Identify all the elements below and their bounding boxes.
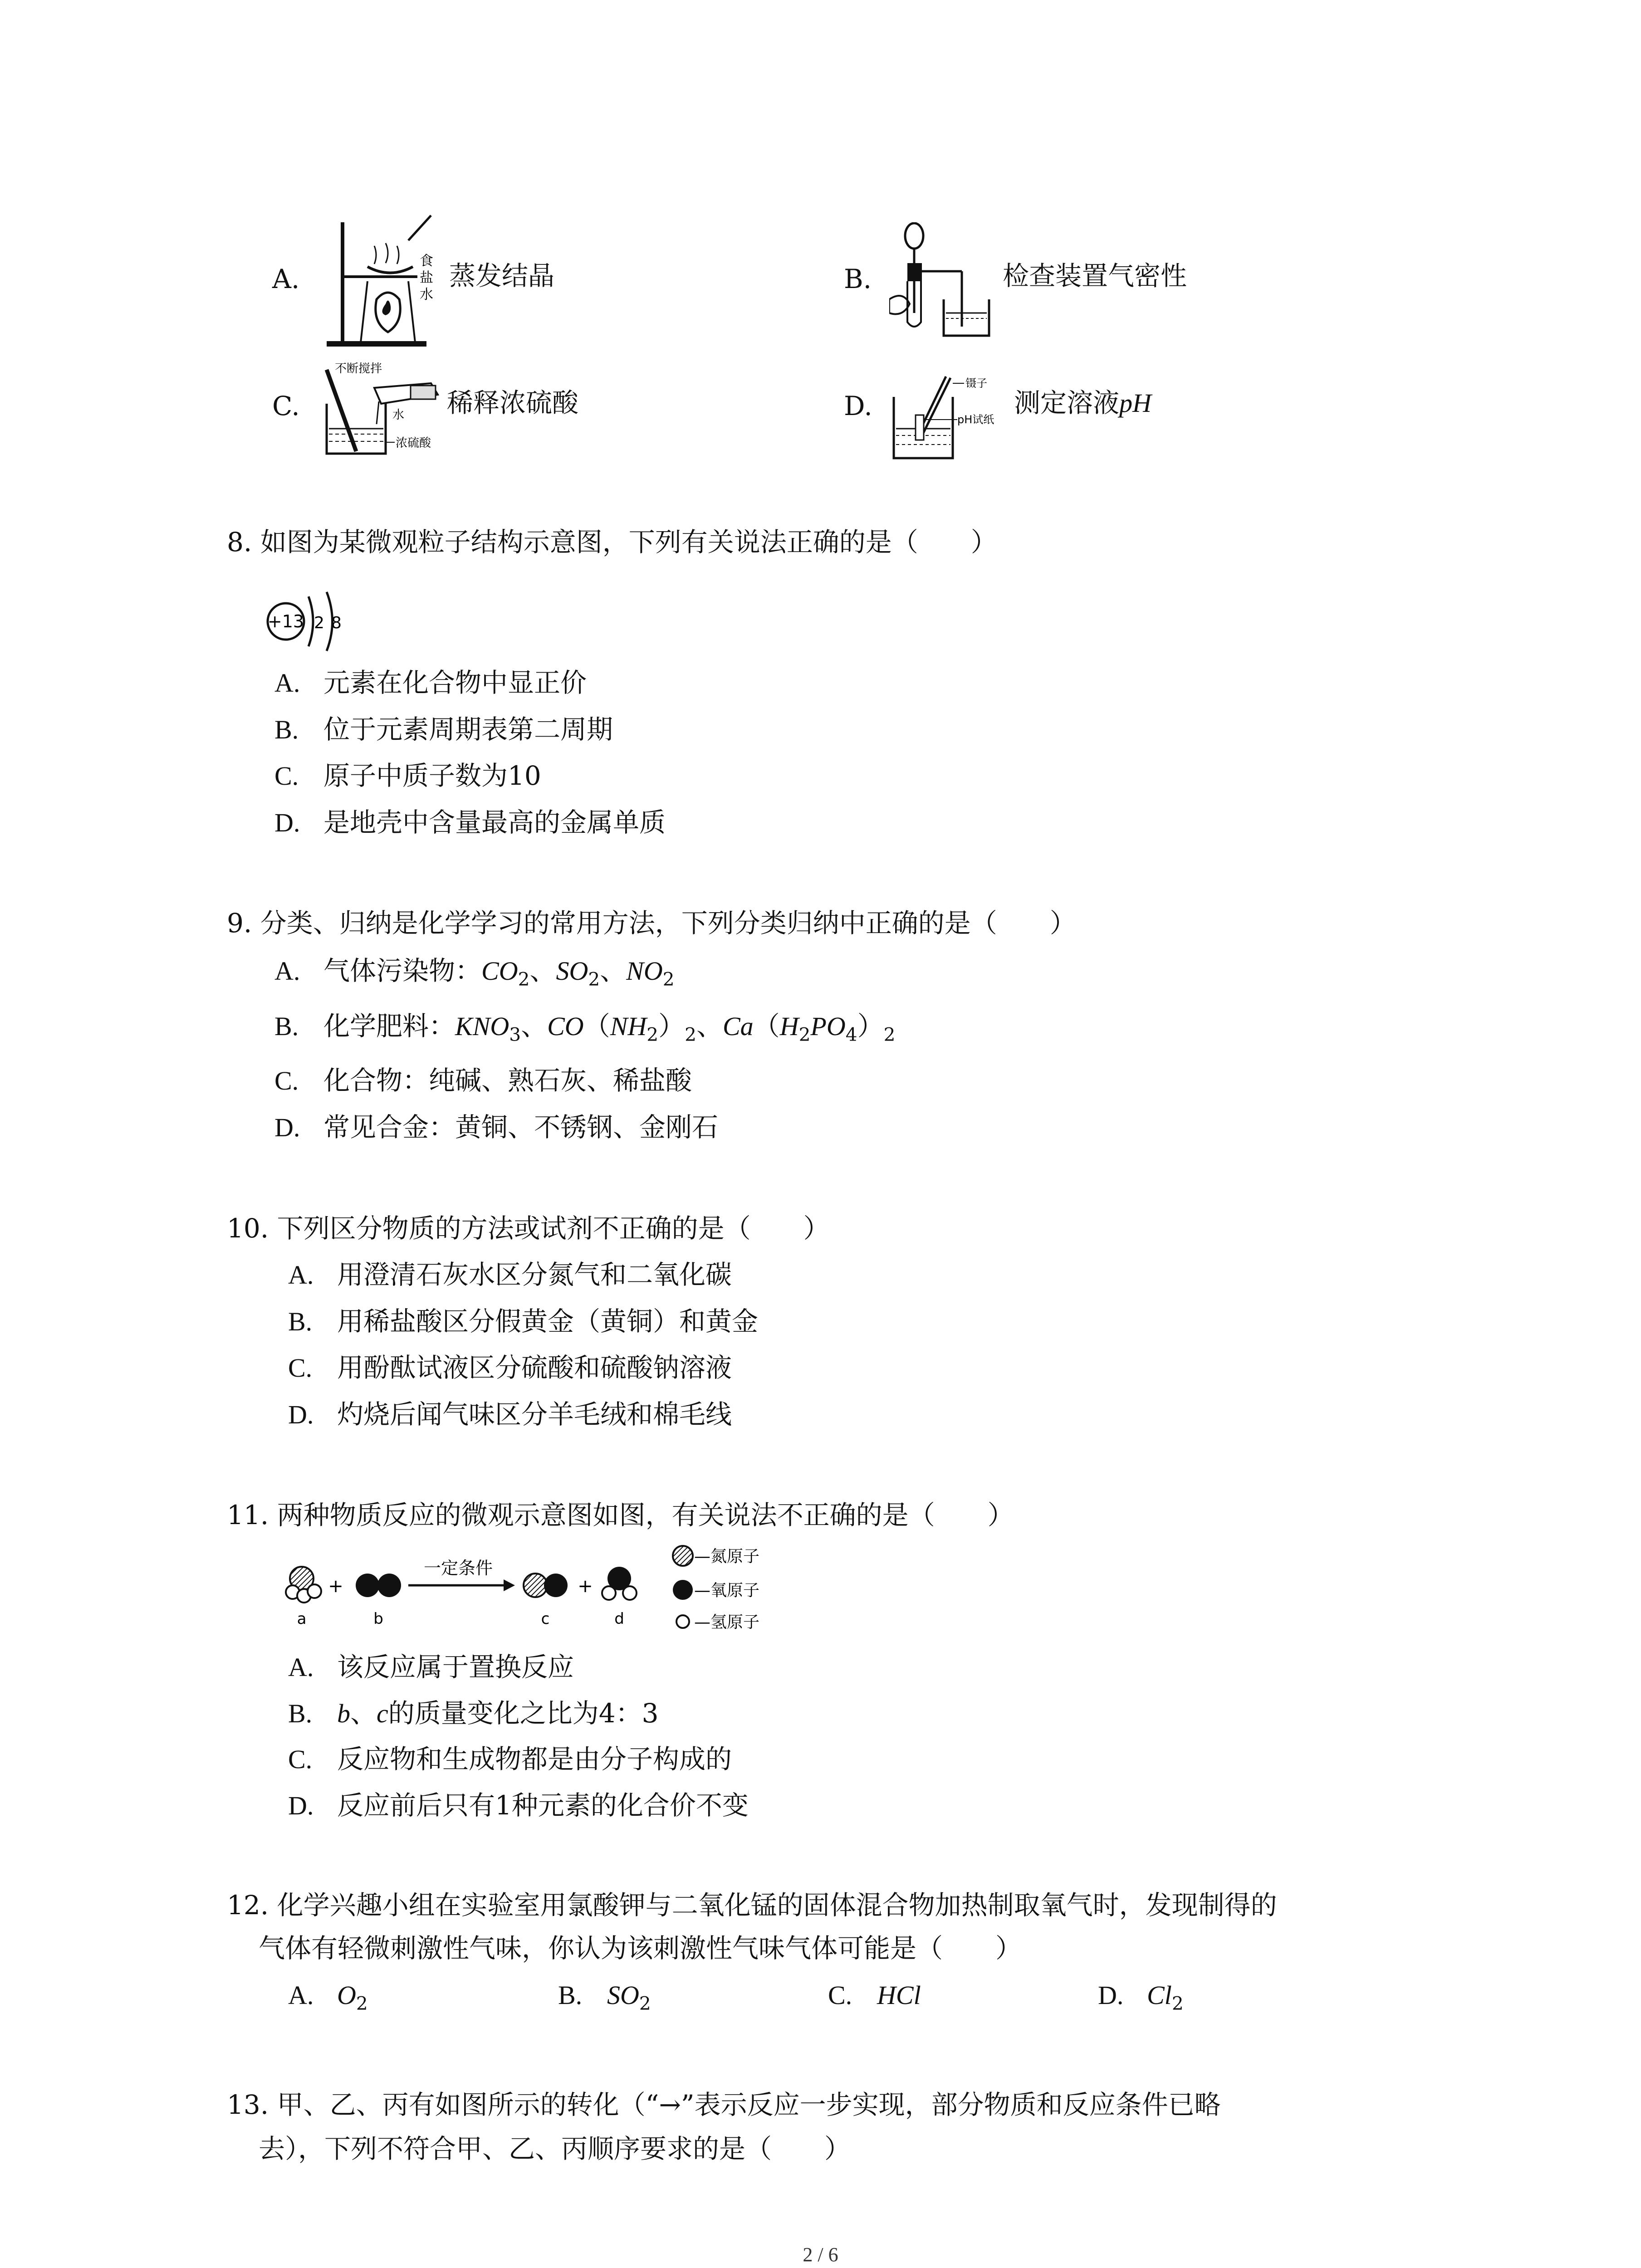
fig-label: 镊子 [965, 377, 987, 390]
fig-label: 盐 [420, 270, 433, 286]
shell-electrons: 8 [331, 614, 342, 632]
formula: HCl [877, 1980, 921, 2010]
molecule-label: a [297, 1610, 307, 1628]
option-letter: A. [274, 668, 300, 698]
option-letter: A. [288, 1980, 314, 2010]
option-text: 用酚酞试液区分硫酸和硫酸钠溶液 [337, 1352, 732, 1383]
option-letter: D. [1098, 1980, 1124, 2010]
q13-stem-line2: 去），下列不符合甲、乙、丙顺序要求的是（ ） [259, 2133, 851, 2164]
plus-sign: + [578, 1576, 593, 1597]
dilute-sulfuric-acid-figure [318, 361, 454, 458]
option-letter: D. [288, 1400, 314, 1429]
option-text: 灼烧后闻气味区分羊毛绒和棉毛线 [337, 1399, 732, 1430]
evaporation-apparatus-figure [318, 213, 445, 349]
q9-option-a[interactable]: A. 气体污染物：$CO_2$、$SO_2$、$NO_2$ [274, 953, 675, 997]
q9-option-c[interactable] [274, 1062, 692, 1099]
option-letter: D. [844, 391, 872, 421]
q10-option-b[interactable] [288, 1303, 758, 1340]
q10-stem: 10. 下列区分物质的方法或试剂不正确的是（ ） [227, 1213, 830, 1244]
option-text: 化合物：纯碱、熟石灰、稀盐酸 [323, 1065, 692, 1096]
option-letter: D. [274, 808, 300, 837]
q10-option-c[interactable] [288, 1349, 732, 1386]
q7-option-c-text: 稀释浓硫酸 [447, 387, 579, 418]
separator: 、 [350, 1698, 377, 1729]
option-letter: A. [288, 1260, 314, 1290]
atom-structure-diagram [263, 587, 354, 655]
q12-stem-line1: 12. 化学兴趣小组在实验室用氯酸钾与二氧化锰的固体混合物加热制取氧气时，发现制得的 [227, 1890, 1277, 1921]
q11-option-a[interactable] [288, 1649, 574, 1686]
option-letter: B. [844, 264, 872, 294]
option-letter: B. [274, 1012, 299, 1041]
legend-nitrogen: —氮原子 [694, 1547, 760, 1566]
option-text: 的质量变化之比为4：3 [388, 1698, 659, 1729]
q10-option-a[interactable] [288, 1256, 732, 1293]
page-number: 2 / 6 [803, 2244, 838, 2266]
q8-option-a[interactable] [274, 665, 587, 701]
q7-option-c-label[interactable] [272, 388, 300, 424]
option-text: 常见合金：黄铜、不锈钢、金刚石 [323, 1112, 719, 1143]
q7-option-d-label[interactable] [844, 388, 872, 424]
q7-option-d-text [1014, 385, 1151, 421]
q12-option-c[interactable] [828, 1977, 921, 2014]
reaction-micro-diagram [281, 1542, 794, 1642]
fig-label: 不断搅拌 [335, 362, 382, 376]
fig-label: 水 [392, 408, 405, 422]
option-letter: A. [274, 956, 300, 986]
var-c: c [377, 1699, 388, 1728]
nucleus-charge: +13 [267, 611, 304, 631]
molecule-label: d [614, 1610, 624, 1628]
q7-option-b-text: 检查装置气密性 [1003, 260, 1187, 291]
option-letter: C. [272, 391, 300, 421]
measure-ph-figure [889, 370, 1016, 460]
option-letter: B. [288, 1699, 313, 1728]
q8-option-d[interactable] [274, 804, 666, 841]
option-letter: C. [274, 761, 299, 791]
q11-option-c[interactable] [288, 1741, 732, 1778]
q9-stem: 9. 分类、归纳是化学学习的常用方法，下列分类归纳中正确的是（ ） [227, 908, 1076, 938]
reaction-condition: 一定条件 [423, 1558, 493, 1578]
option-letter: B. [288, 1307, 313, 1336]
q12-option-a[interactable]: A. $O_2$ [288, 1977, 368, 2022]
q10-option-d[interactable] [288, 1396, 732, 1433]
plus-sign: + [328, 1576, 343, 1597]
q7-option-b-label[interactable] [844, 261, 872, 297]
option-text: 测定溶液 [1014, 387, 1120, 418]
option-letter: A. [288, 1652, 314, 1682]
q13-stem-line1: 13. 甲、乙、丙有如图所示的转化（“→”表示反应一步实现，部分物质和反应条件已略 [227, 2089, 1221, 2120]
option-letter: B. [558, 1980, 583, 2010]
q7-option-a-text: 蒸发结晶 [449, 260, 555, 291]
option-text: 是地壳中含量最高的金属单质 [323, 807, 666, 838]
molecule-label: c [541, 1610, 550, 1628]
option-text: 位于元素周期表第二周期 [323, 714, 613, 745]
legend-oxygen: —氧原子 [694, 1581, 760, 1600]
option-letter: A. [272, 264, 300, 294]
option-letter: C. [288, 1745, 313, 1774]
q12-stem-line2: 气体有轻微刺激性气味，你认为该刺激性气味气体可能是（ ） [259, 1933, 1022, 1964]
q8-option-c[interactable] [274, 758, 541, 794]
option-letter: C. [828, 1980, 852, 2010]
option-text: 原子中质子数为10 [323, 760, 541, 791]
option-text: 用稀盐酸区分假黄金（黄铜）和黄金 [337, 1306, 759, 1337]
ph-symbol: pH [1119, 388, 1151, 418]
molecule-label: b [373, 1610, 383, 1628]
q9-option-d[interactable] [274, 1109, 718, 1146]
option-text: 反应前后只有1种元素的化合价不变 [337, 1790, 749, 1821]
q7-option-a-label[interactable] [272, 261, 299, 297]
option-prefix: 化学肥料： [323, 1011, 456, 1041]
option-text: 反应物和生成物都是由分子构成的 [337, 1744, 732, 1774]
q11-option-d[interactable] [288, 1787, 749, 1824]
fig-label: 水 [420, 287, 433, 303]
option-letter: C. [288, 1353, 313, 1383]
q12-option-b[interactable]: B. $SO_2$ [558, 1977, 651, 2022]
option-text: 用澄清石灰水区分氮气和二氧化碳 [337, 1259, 732, 1290]
q11-option-b[interactable] [288, 1695, 659, 1732]
option-letter: D. [288, 1791, 314, 1820]
airtightness-check-figure [889, 222, 998, 340]
option-letter: B. [274, 715, 299, 744]
option-prefix: 气体污染物： [323, 955, 482, 986]
var-b: b [337, 1699, 350, 1728]
fig-label: 食 [420, 253, 433, 269]
option-text: 该反应属于置换反应 [337, 1652, 574, 1682]
q11-stem: 11. 两种物质反应的微观示意图如图，有关说法不正确的是（ ） [227, 1500, 1014, 1530]
fig-label: pH试纸 [957, 413, 994, 426]
q12-option-d[interactable]: D. $Cl_2$ [1098, 1977, 1184, 2022]
option-text: 元素在化合物中显正价 [323, 667, 587, 698]
q9-option-b[interactable]: B. 化学肥料：$KNO_3$、$CO(NH_2)_2$、$Ca(H_2PO_4)_2$ [274, 1008, 895, 1053]
option-letter: C. [274, 1066, 299, 1095]
shell-electrons: 2 [314, 614, 324, 632]
option-letter: D. [274, 1113, 300, 1142]
fig-label: 浓硫酸 [396, 436, 431, 450]
q8-option-b[interactable] [274, 711, 613, 748]
legend-hydrogen: —氢原子 [694, 1613, 760, 1632]
q8-stem: 8. 如图为某微观粒子结构示意图，下列有关说法正确的是（ ） [227, 527, 997, 557]
